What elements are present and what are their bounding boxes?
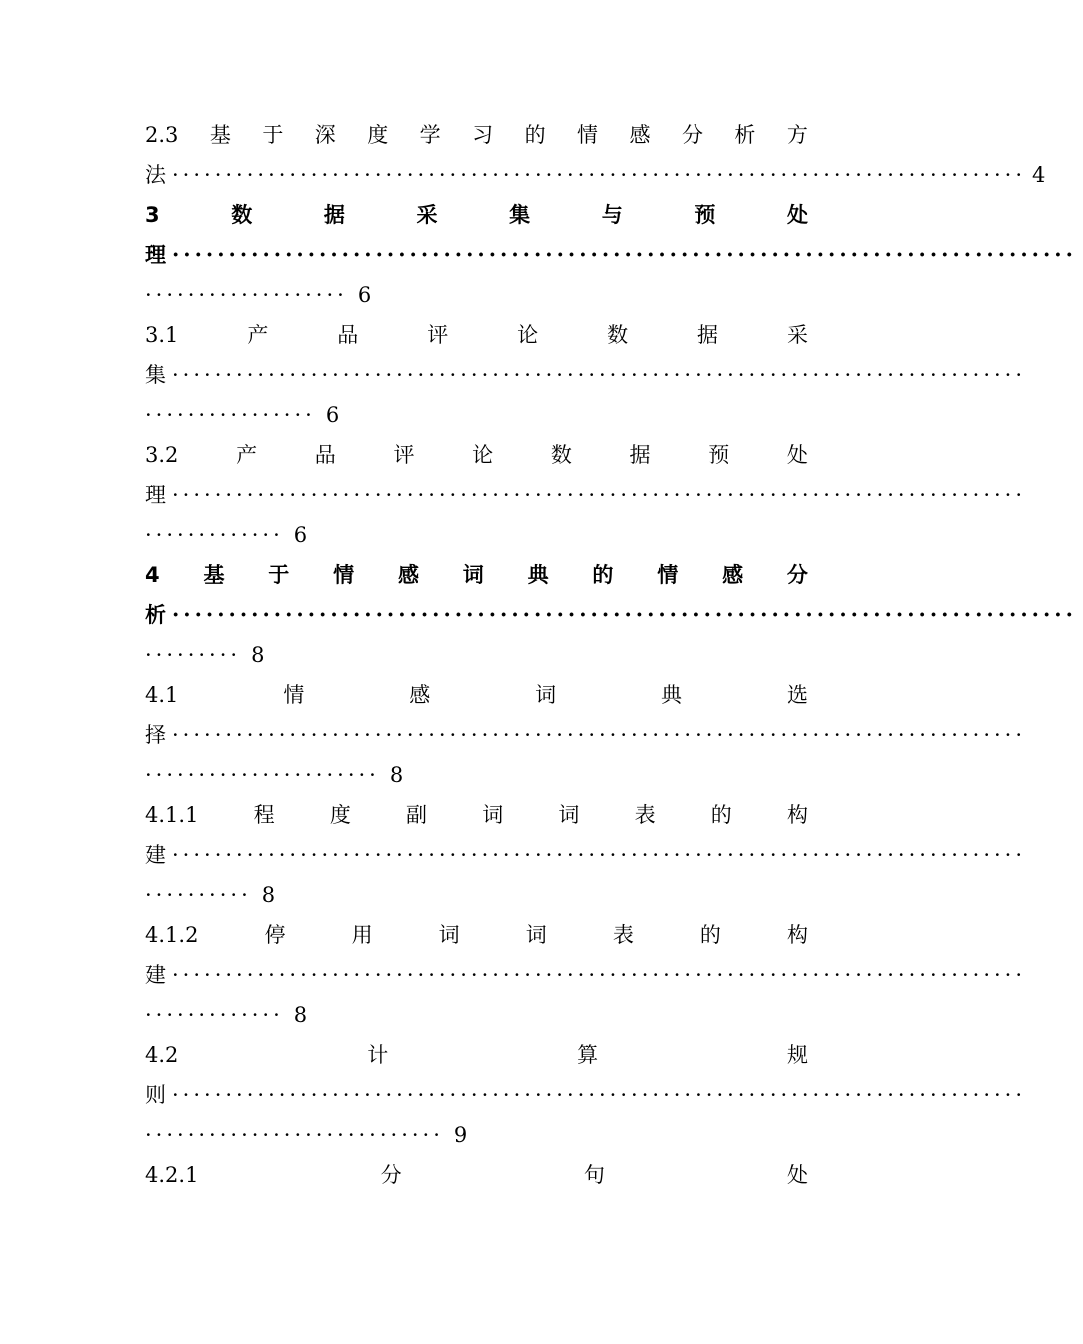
toc-heading-char: 分	[786, 563, 808, 587]
toc-heading-char: 数	[231, 203, 253, 227]
toc-heading-char: 词	[438, 923, 460, 947]
toc-heading-char: 据	[697, 323, 719, 347]
toc-page-number: 8	[389, 763, 404, 787]
toc-entry[interactable]	[145, 675, 1027, 795]
toc-heading-char: 数	[607, 323, 629, 347]
toc-heading-char: 数	[550, 443, 572, 467]
toc-leader-line	[145, 1075, 1027, 1115]
toc-heading-char: 典	[527, 563, 549, 587]
toc-heading-char: 品	[337, 323, 359, 347]
toc-entry[interactable]	[145, 435, 1027, 555]
toc-heading-char: 论	[472, 443, 494, 467]
toc-heading-char: 法	[145, 163, 166, 187]
toc-heading-char: 词	[558, 803, 580, 827]
toc-heading-char: 方	[786, 123, 808, 147]
table-of-contents	[145, 115, 1077, 1195]
toc-heading-line	[145, 795, 808, 835]
toc-entry[interactable]	[145, 195, 1077, 315]
toc-section-number: 3.1	[145, 323, 179, 347]
toc-heading-char: 学	[419, 123, 441, 147]
toc-page-number: 9	[453, 1123, 468, 1147]
toc-section-number: 4	[145, 563, 160, 587]
toc-heading-char: 论	[517, 323, 539, 347]
toc-heading-char: 于	[262, 123, 284, 147]
dot-leader: ················································································	[172, 723, 1027, 747]
toc-heading-char: 习	[472, 123, 494, 147]
toc-heading-char: 处	[787, 1163, 808, 1187]
toc-leader-line	[145, 955, 1027, 995]
toc-heading-char: 用	[351, 923, 373, 947]
toc-entry[interactable]	[145, 915, 1027, 1035]
dot-leader: ····························	[145, 1123, 444, 1147]
dot-leader: ···················	[145, 283, 348, 307]
toc-page-line	[145, 1115, 808, 1155]
dot-leader: ·············	[145, 1003, 284, 1027]
toc-heading-char: 的	[592, 563, 614, 587]
toc-heading-line	[145, 115, 808, 155]
toc-leader-line	[145, 835, 1027, 875]
toc-heading-char: 程	[253, 803, 275, 827]
toc-heading-char: 分	[681, 123, 703, 147]
toc-heading-char: 的	[710, 803, 732, 827]
toc-heading-char: 词	[482, 803, 504, 827]
toc-leader-line	[145, 355, 1027, 395]
toc-heading-char: 停	[264, 923, 286, 947]
toc-heading-char: 构	[786, 923, 808, 947]
toc-entry[interactable]	[145, 115, 1046, 195]
toc-leader-line	[145, 595, 1077, 635]
toc-heading-char: 与	[601, 203, 623, 227]
dot-leader: ················································································	[172, 483, 1027, 507]
toc-heading-line	[145, 915, 808, 955]
toc-heading-char: 理	[145, 243, 166, 267]
toc-heading-char: 分	[380, 1163, 402, 1187]
toc-entry[interactable]	[145, 1035, 1027, 1155]
toc-heading-char: 择	[145, 723, 166, 747]
toc-heading-char: 基	[209, 123, 231, 147]
toc-heading-char: 产	[236, 443, 258, 467]
toc-heading-char: 算	[577, 1043, 599, 1067]
toc-heading-line	[145, 1155, 808, 1195]
toc-heading-char: 于	[268, 563, 290, 587]
toc-section-number: 4.2.1	[145, 1163, 199, 1187]
toc-heading-char: 典	[661, 683, 683, 707]
toc-heading-line	[145, 435, 808, 475]
dot-leader: ··········	[145, 883, 252, 907]
toc-page-line	[145, 995, 808, 1035]
toc-entry[interactable]	[145, 315, 1027, 435]
toc-section-number: 2.3	[145, 123, 179, 147]
toc-page-number: 6	[357, 283, 372, 307]
toc-heading-char: 产	[247, 323, 269, 347]
toc-heading-char: 理	[145, 483, 166, 507]
toc-page-number: 8	[261, 883, 276, 907]
toc-heading-char: 词	[462, 563, 484, 587]
toc-page-line	[145, 275, 808, 315]
toc-heading-char: 据	[323, 203, 345, 227]
toc-heading-char: 析	[145, 603, 166, 627]
dot-leader: ················································································	[172, 963, 1027, 987]
toc-heading-char: 预	[694, 203, 716, 227]
toc-section-number: 4.1	[145, 683, 179, 707]
toc-heading-char: 析	[734, 123, 756, 147]
toc-heading-char: 度	[367, 123, 389, 147]
toc-heading-char: 词	[525, 923, 547, 947]
dot-leader: ······················	[145, 763, 380, 787]
toc-page-number: 8	[251, 643, 265, 667]
toc-heading-char: 评	[427, 323, 449, 347]
toc-heading-line	[145, 315, 808, 355]
toc-heading-char: 选	[786, 683, 808, 707]
toc-heading-line	[145, 555, 808, 595]
toc-heading-char: 情	[333, 563, 355, 587]
toc-heading-char: 感	[722, 563, 744, 587]
toc-heading-char: 处	[787, 203, 808, 227]
toc-heading-char: 深	[314, 123, 336, 147]
toc-heading-char: 词	[535, 683, 557, 707]
dot-leader: ················································································	[172, 602, 1077, 627]
toc-heading-line	[145, 195, 808, 235]
toc-heading-char: 预	[708, 443, 730, 467]
toc-section-number: 3	[145, 203, 160, 227]
toc-page-line	[145, 635, 808, 675]
toc-leader-line	[145, 715, 1027, 755]
toc-entry[interactable]	[145, 555, 1077, 675]
toc-heading-char: 感	[629, 123, 651, 147]
toc-heading-line	[145, 1035, 808, 1075]
toc-heading-char: 品	[314, 443, 336, 467]
toc-heading-char: 处	[786, 443, 808, 467]
toc-heading-char: 情	[577, 123, 599, 147]
toc-heading-char: 度	[329, 803, 351, 827]
toc-leader-line	[145, 475, 1027, 515]
dot-leader: ················································································	[172, 163, 1027, 187]
toc-heading-char: 的	[524, 123, 546, 147]
dot-leader: ················	[145, 403, 316, 427]
dot-leader: ················································································	[172, 1083, 1027, 1107]
toc-heading-line	[145, 675, 808, 715]
dot-leader: ················································································	[172, 843, 1027, 867]
toc-heading-char: 情	[657, 563, 679, 587]
toc-section-number: 4.2	[145, 1043, 179, 1067]
toc-heading-char: 集	[509, 203, 531, 227]
toc-heading-char: 感	[397, 563, 419, 587]
toc-page-line	[145, 515, 808, 555]
toc-heading-char: 采	[786, 323, 808, 347]
toc-heading-char: 采	[416, 203, 438, 227]
toc-heading-char: 的	[699, 923, 721, 947]
toc-page-line	[145, 755, 808, 795]
toc-heading-char: 表	[612, 923, 634, 947]
dot-leader: ·············	[145, 523, 284, 547]
toc-page-number: 4	[1032, 163, 1046, 187]
toc-heading-char: 感	[409, 683, 431, 707]
toc-heading-char: 建	[145, 843, 166, 867]
toc-heading-char: 则	[145, 1083, 166, 1107]
toc-heading-char: 据	[629, 443, 651, 467]
toc-leader-line	[145, 155, 1046, 195]
toc-heading-char: 副	[406, 803, 427, 827]
toc-entry[interactable]	[145, 1155, 808, 1195]
toc-heading-char: 建	[145, 963, 166, 987]
dot-leader: ·········	[145, 643, 242, 667]
toc-heading-char: 句	[583, 1163, 605, 1187]
toc-page-number: 8	[293, 1003, 308, 1027]
toc-heading-char: 计	[367, 1043, 389, 1067]
dot-leader: ················································································	[172, 242, 1077, 267]
toc-heading-char: 评	[393, 443, 415, 467]
dot-leader: ················································································	[172, 363, 1027, 387]
toc-page-number: 6	[293, 523, 308, 547]
toc-section-number: 4.1.1	[145, 803, 199, 827]
toc-heading-char: 集	[145, 363, 166, 387]
toc-heading-char: 表	[634, 803, 656, 827]
toc-heading-char: 规	[786, 1043, 808, 1067]
toc-page-number: 6	[325, 403, 340, 427]
toc-section-number: 4.1.2	[145, 923, 199, 947]
toc-heading-char: 构	[786, 803, 808, 827]
toc-entry[interactable]	[145, 795, 1027, 915]
toc-section-number: 3.2	[145, 443, 179, 467]
toc-heading-char: 基	[203, 563, 225, 587]
toc-page-line	[145, 395, 808, 435]
toc-heading-char: 情	[283, 683, 305, 707]
toc-leader-line	[145, 235, 1077, 275]
toc-page-line	[145, 875, 808, 915]
